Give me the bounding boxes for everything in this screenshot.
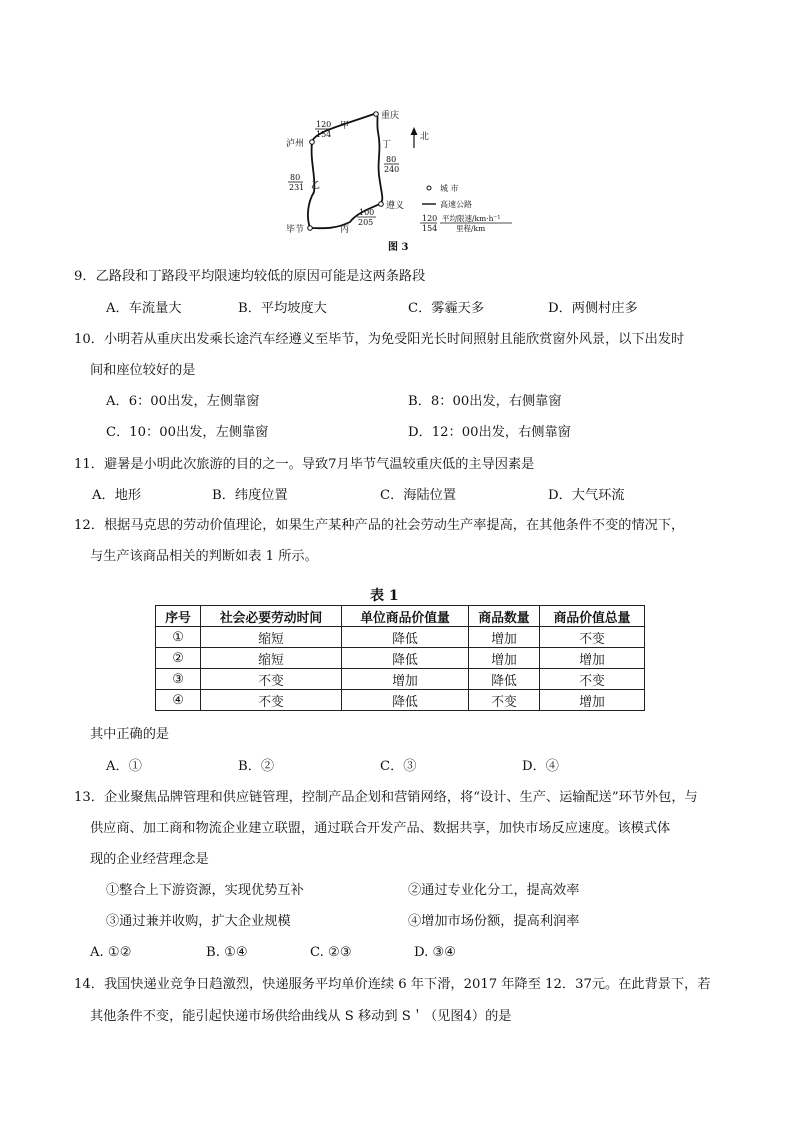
q11-stem: 11．避暑是小明此次旅游的目的之一。导致7月毕节气温较重庆低的主导因素是 [74, 457, 535, 472]
legend-sample-distance: 154 [422, 224, 438, 233]
table-cell: ③ [156, 669, 201, 690]
segment-ding-speed: 80 [386, 155, 397, 164]
q12-stem-line2: 与生产该商品相关的判断如表 1 所示。 [90, 549, 318, 564]
city-bijie-marker [308, 226, 313, 231]
table-cell: 增加 [540, 690, 645, 711]
city-luzhou-label: 泸州 [286, 139, 305, 149]
table-cell: 不变 [201, 669, 342, 690]
table-row [156, 669, 645, 690]
q13-option-a: A. ①② [90, 945, 132, 960]
q13-stem-line2: 供应商、加工商和物流企业建立联盟，通过联合开发产品、数据共享，加快市场反应速度。该模式体 [90, 821, 671, 836]
q13-item-2: ②通过专业化分工，提高效率 [408, 883, 580, 898]
q12-stem-line1: 12．根据马克思的劳动价值理论，如果生产某种产品的社会劳动生产率提高，在其他条件不变的情况下， [74, 518, 685, 533]
q10-option-c: C．10：00出发，左侧靠窗 [106, 425, 269, 440]
q12-prompt: 其中正确的是 [90, 727, 170, 742]
table-cell: 缩短 [201, 648, 342, 669]
q12-option-d: D．④ [522, 759, 559, 774]
q12-option-a: A．① [106, 759, 142, 774]
legend-city-label: 城 市 [440, 184, 459, 193]
table-header-cell: 单位商品价值量 [342, 606, 469, 627]
q11-option-d: D．大气环流 [548, 488, 625, 503]
table-row [156, 627, 645, 648]
table-cell: 缩短 [201, 627, 342, 648]
table-cell: 不变 [201, 690, 342, 711]
legend-sample-speed: 120 [422, 214, 438, 223]
q10-option-b: B．8：00出发，右侧靠窗 [408, 394, 562, 409]
table-row [156, 648, 645, 669]
city-chongqing-marker [374, 112, 379, 117]
table-header-cell: 商品价值总量 [540, 606, 645, 627]
table-cell: 降低 [469, 669, 540, 690]
segment-jia-distance: 154 [316, 130, 332, 139]
q10-stem-line1: 10．小明若从重庆出发乘长途汽车经遵义至毕节，为免受阳光长时间照射且能欣赏窗外风景，以下出发时 [74, 332, 685, 347]
q13-option-d: D. ③④ [414, 945, 457, 960]
table-cell: 不变 [469, 690, 540, 711]
q9-stem: 9．乙路段和丁路段平均限速均较低的原因可能是这两条路段 [74, 269, 426, 284]
table-cell: 降低 [342, 648, 469, 669]
segment-jia-name: 甲 [340, 121, 350, 131]
table-cell: ② [156, 648, 201, 669]
city-bijie-label: 毕节 [286, 225, 305, 235]
city-zunyi-label: 遵义 [386, 201, 405, 211]
table-cell: 增加 [540, 648, 645, 669]
table-cell: 不变 [540, 627, 645, 648]
q12-option-c: C．③ [380, 759, 417, 774]
legend-city-icon [427, 186, 431, 190]
q13-stem-line1: 13．企业聚焦品牌管理和供应链管理，控制产品企划和营销网络，将“设计、生产、运输配送”环节外包，与 [74, 790, 698, 805]
table-header-row [156, 606, 645, 627]
segment-ding-distance: 240 [384, 165, 400, 174]
table1 [155, 605, 645, 711]
q14-stem-line2: 其他条件不变，能引起快递市场供给曲线从 S 移动到 S＇（见图4）的是 [90, 1009, 512, 1024]
table-cell: 增加 [469, 627, 540, 648]
q10-stem-line2: 间和座位较好的是 [90, 363, 196, 378]
q9-option-b: B．平均坡度大 [238, 301, 327, 316]
segment-ding-name: 丁 [382, 140, 392, 150]
city-luzhou-marker [310, 140, 315, 145]
table-cell: ④ [156, 690, 201, 711]
segment-bing-name: 丙 [340, 225, 350, 235]
q9-option-a: A．车流量大 [106, 301, 182, 316]
table-cell: 增加 [469, 648, 540, 669]
q10-option-a: A．6：00出发，左侧靠窗 [106, 394, 260, 409]
table-cell: 降低 [342, 690, 469, 711]
table1-caption: 表 1 [370, 588, 399, 604]
q10-option-d: D．12：00出发，右侧靠窗 [408, 425, 571, 440]
table-cell: 不变 [540, 669, 645, 690]
city-chongqing-label: 重庆 [381, 111, 400, 121]
north-label: 北 [420, 132, 430, 142]
q13-stem-line3: 现的企业经营理念是 [90, 852, 209, 867]
q13-option-c: C. ②③ [310, 945, 352, 960]
segment-bing-speed: 100 [359, 208, 375, 217]
segment-yi-name: 乙 [311, 181, 321, 191]
legend-speed-label: 平均限速/km·h⁻¹ [442, 214, 501, 223]
legend-distance-label: 里程/km [456, 224, 486, 233]
segment-yi-speed: 80 [290, 173, 301, 182]
table-row [156, 690, 645, 711]
table-header-cell: 商品数量 [469, 606, 540, 627]
table-header-cell: 社会必要劳动时间 [201, 606, 342, 627]
segment-jia-speed: 120 [316, 120, 332, 129]
segment-bing-distance: 205 [358, 218, 374, 227]
q11-option-a: A．地形 [92, 488, 142, 503]
q13-item-3: ③通过兼并收购，扩大企业规模 [106, 914, 291, 929]
q9-option-c: C．雾霾天多 [408, 301, 485, 316]
q13-option-b: B. ①④ [206, 945, 248, 960]
route-map-figure [280, 92, 520, 260]
q11-option-c: C．海陆位置 [380, 488, 457, 503]
q13-item-4: ④增加市场份额，提高利润率 [408, 914, 580, 929]
segment-yi-distance: 231 [289, 183, 305, 192]
table-header-cell: 序号 [156, 606, 201, 627]
q12-option-b: B．② [238, 759, 275, 774]
table-cell: ① [156, 627, 201, 648]
figure3-caption: 图 3 [388, 242, 409, 253]
table-cell: 增加 [342, 669, 469, 690]
city-zunyi-marker [379, 202, 384, 207]
table-cell: 降低 [342, 627, 469, 648]
legend-highway-label: 高速公路 [440, 200, 472, 209]
q13-item-1: ①整合上下游资源，实现优势互补 [106, 883, 304, 898]
q11-option-b: B．纬度位置 [212, 488, 288, 503]
q14-stem-line1: 14．我国快递业竞争日趋激烈，快递服务平均单价连续 6 年下滑，2017 年降至 12．37元。在此背景下，若 [74, 977, 711, 992]
q9-option-d: D．两侧村庄多 [548, 301, 638, 316]
